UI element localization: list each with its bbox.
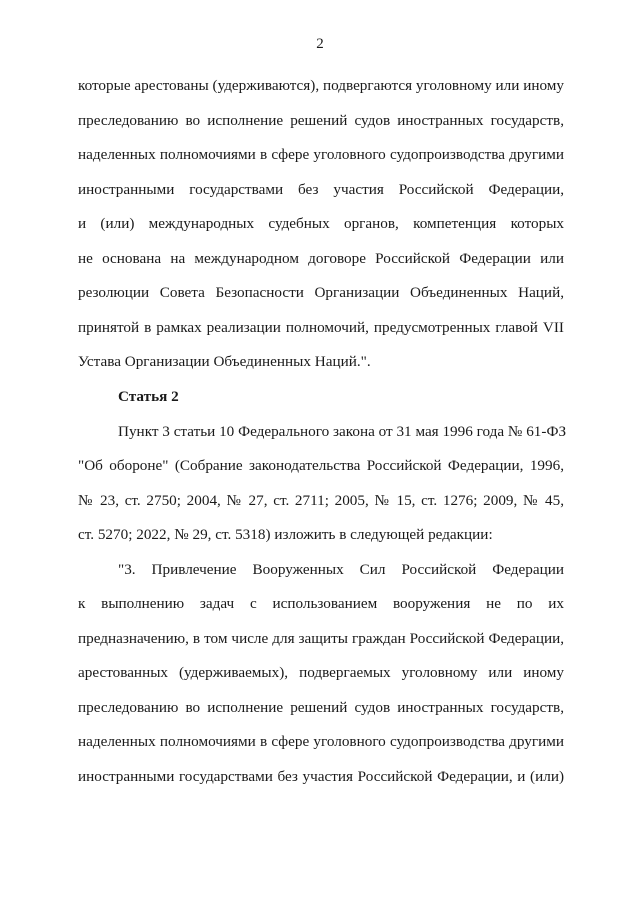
paragraph-line: к выполнению задач с использованием вооружения не по их (78, 595, 564, 612)
paragraph-line: Устава Организации Объединенных Наций.". (78, 353, 371, 370)
paragraph-line: иностранными государствами без участия Российской Федерации, и (или) (78, 768, 564, 785)
paragraph-line: наделенных полномочиями в сфере уголовного судопроизводства другими (78, 146, 564, 163)
paragraph-line: резолюции Совета Безопасности Организации Объединенных Наций, (78, 284, 564, 301)
paragraph-line: преследованию во исполнение решений судов иностранных государств, (78, 699, 564, 716)
paragraph-line: и (или) международных судебных органов, компетенция которых (78, 215, 564, 232)
paragraph-line: принятой в рамках реализации полномочий, предусмотренных главой VII (78, 319, 564, 336)
paragraph-line: Пункт 3 статьи 10 Федерального закона от 31 мая 1996 года № 61-ФЗ (118, 423, 567, 440)
paragraph-line: "3. Привлечение Вооруженных Сил Российской Федерации (118, 561, 564, 578)
paragraph-line: предназначению, в том числе для защиты граждан Российской Федерации, (78, 630, 564, 647)
paragraph-line: иностранными государствами без участия Российской Федерации, (78, 181, 564, 198)
paragraph-line: преследованию во исполнение решений судов иностранных государств, (78, 112, 564, 129)
paragraph-line: наделенных полномочиями в сфере уголовного судопроизводства другими (78, 733, 564, 750)
paragraph-line: арестованных (удерживаемых), подвергаемых уголовному или иному (78, 664, 564, 681)
article-heading: Статья 2 (118, 388, 179, 405)
paragraph-line: которые арестованы (удерживаются), подвергаются уголовному или иному (78, 77, 564, 94)
paragraph-line: ст. 5270; 2022, № 29, ст. 5318) изложить в следующей редакции: (78, 526, 493, 543)
paragraph-line: не основана на международном договоре Российской Федерации или (78, 250, 564, 267)
paragraph-line: № 23, ст. 2750; 2004, № 27, ст. 2711; 2005, № 15, ст. 1276; 2009, № 45, (78, 492, 564, 509)
page-number: 2 (316, 36, 324, 52)
paragraph-line: "Об обороне" (Собрание законодательства Российской Федерации, 1996, (78, 457, 564, 474)
